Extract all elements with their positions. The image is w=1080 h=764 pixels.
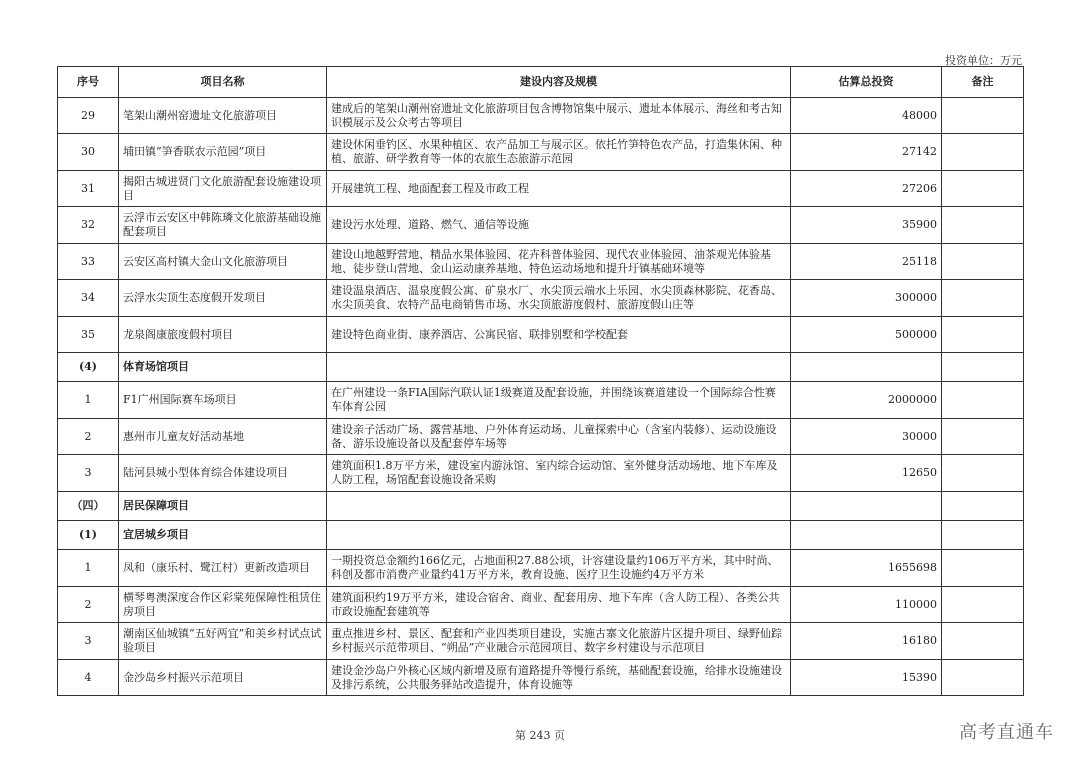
- cell-remark: [942, 623, 1024, 660]
- cell-remark: [942, 244, 1024, 280]
- header-no: 序号: [58, 67, 119, 98]
- cell-no: 2: [58, 587, 119, 623]
- cell-name: 云浮水尖顶生态度假开发项目: [119, 280, 327, 317]
- cell-amount: 15390: [791, 660, 942, 696]
- cell-name: 凤和（康乐村、鹭江村）更新改造项目: [119, 550, 327, 587]
- cell-remark: [942, 382, 1024, 419]
- page-number: 第 243 页: [515, 729, 565, 742]
- cell-no: 32: [58, 207, 119, 244]
- cell-content: 建设山地越野营地、精品水果体验园、花卉科普体验园、现代农业体验园、油茶观光体验基地、徒步登山营地、金山运动康养基地、特色运动场地和提升圩镇基础环境等: [327, 244, 791, 280]
- cell-content: 建筑面积1.8万平方米，建设室内游泳馆、室内综合运动馆、室外健身活动场地、地下车库及人防工程，场馆配套设施设备采购: [327, 455, 791, 492]
- cell-name: 埔田镇“笋香联农示范园”项目: [119, 134, 327, 171]
- watermark: 高考直通车: [959, 722, 1054, 743]
- table-row: [58, 244, 1024, 280]
- cell-no: 3: [58, 455, 119, 492]
- cell-remark: [942, 280, 1024, 317]
- cell-remark: [942, 317, 1024, 353]
- cell-amount: [791, 521, 942, 550]
- cell-amount: 25118: [791, 244, 942, 280]
- table-header-row: [58, 67, 1024, 98]
- cell-content: 建设温泉酒店、温泉度假公寓、矿泉水厂、水尖顶云端水上乐园、水尖顶森林影院、花香岛、水尖顶美食、农特产品电商销售市场、水尖顶旅游度假村、旅游度假山庄等: [327, 280, 791, 317]
- project-table: [57, 66, 1024, 696]
- cell-name: 体育场馆项目: [119, 353, 327, 382]
- table-row: [58, 280, 1024, 317]
- cell-content: 建设特色商业街、康养酒店、公寓民宿、联排别墅和学校配套: [327, 317, 791, 353]
- table-row: [58, 455, 1024, 492]
- cell-name: 潮南区仙城镇“五好两宜”和美乡村试点试验项目: [119, 623, 327, 660]
- cell-content: 建设金沙岛户外核心区域内新增及原有道路提升等慢行系统，基础配套设施，给排水设施建设及排污系统，公共服务驿站改造提升，体育设施等: [327, 660, 791, 696]
- cell-amount: 2000000: [791, 382, 942, 419]
- table-row: [58, 317, 1024, 353]
- cell-amount: 300000: [791, 280, 942, 317]
- section-row: [58, 492, 1024, 521]
- cell-name: F1广州国际赛车场项目: [119, 382, 327, 419]
- table-row: [58, 550, 1024, 587]
- cell-remark: [942, 171, 1024, 207]
- table-row: [58, 419, 1024, 455]
- cell-remark: [942, 550, 1024, 587]
- cell-remark: [942, 660, 1024, 696]
- cell-no: (4): [58, 353, 119, 382]
- cell-name: 陆河县城小型体育综合体建设项目: [119, 455, 327, 492]
- table-row: [58, 382, 1024, 419]
- cell-name: 龙泉阁康旅度假村项目: [119, 317, 327, 353]
- cell-no: (1): [58, 521, 119, 550]
- cell-name: 惠州市儿童友好活动基地: [119, 419, 327, 455]
- cell-content: [327, 353, 791, 382]
- cell-remark: [942, 134, 1024, 171]
- cell-amount: 16180: [791, 623, 942, 660]
- cell-amount: 1655698: [791, 550, 942, 587]
- cell-content: 在广州建设一条FIA国际汽联认证1级赛道及配套设施，并围绕该赛道建设一个国际综合性赛车体育公园: [327, 382, 791, 419]
- cell-no: 29: [58, 98, 119, 134]
- cell-remark: [942, 419, 1024, 455]
- table-row: [58, 134, 1024, 171]
- cell-no: 30: [58, 134, 119, 171]
- cell-no: 1: [58, 550, 119, 587]
- header-amount: 估算总投资: [791, 67, 942, 98]
- cell-remark: [942, 492, 1024, 521]
- cell-no: 1: [58, 382, 119, 419]
- cell-remark: [942, 98, 1024, 134]
- cell-remark: [942, 521, 1024, 550]
- cell-amount: 110000: [791, 587, 942, 623]
- cell-content: 建筑面积约19万平方米，建设合宿舍、商业、配套用房、地下车库（含人防工程）、各类公共市政设施配套建筑等: [327, 587, 791, 623]
- cell-amount: 30000: [791, 419, 942, 455]
- header-content: 建设内容及规模: [327, 67, 791, 98]
- table-row: [58, 660, 1024, 696]
- cell-name: 宜居城乡项目: [119, 521, 327, 550]
- table-body: [58, 98, 1024, 696]
- cell-remark: [942, 587, 1024, 623]
- cell-no: 33: [58, 244, 119, 280]
- cell-amount: 12650: [791, 455, 942, 492]
- cell-content: [327, 492, 791, 521]
- cell-no: 35: [58, 317, 119, 353]
- cell-name: 云浮市云安区中韩陈璘文化旅游基础设施配套项目: [119, 207, 327, 244]
- cell-name: 金沙岛乡村振兴示范项目: [119, 660, 327, 696]
- header-name: 项目名称: [119, 67, 327, 98]
- cell-content: 建设污水处理、道路、燃气、通信等设施: [327, 207, 791, 244]
- cell-amount: [791, 492, 942, 521]
- cell-name: 居民保障项目: [119, 492, 327, 521]
- cell-content: 建设休闲垂钓区、水果种植区、农产品加工与展示区。依托竹笋特色农产品，打造集休闲、种植、旅游、研学教育等一体的农旅生态旅游示范园: [327, 134, 791, 171]
- cell-name: 笔架山潮州窑遗址文化旅游项目: [119, 98, 327, 134]
- cell-amount: 48000: [791, 98, 942, 134]
- cell-content: 建成后的笔架山潮州窑遗址文化旅游项目包含博物馆集中展示、遗址本体展示、海丝和考古知识模展示及公众考古等项目: [327, 98, 791, 134]
- cell-remark: [942, 207, 1024, 244]
- cell-amount: 35900: [791, 207, 942, 244]
- section-row: [58, 353, 1024, 382]
- cell-amount: [791, 353, 942, 382]
- cell-no: 31: [58, 171, 119, 207]
- cell-no: 4: [58, 660, 119, 696]
- cell-name: 揭阳古城进贤门文化旅游配套设施建设项目: [119, 171, 327, 207]
- cell-content: 重点推进乡村、景区、配套和产业四类项目建设，实施古寨文化旅游片区提升项目、绿野仙踪乡村振兴示范带项目、“朔品”产业融合示范园项目、数字乡村建设与示范项目: [327, 623, 791, 660]
- table-row: [58, 207, 1024, 244]
- table-row: [58, 98, 1024, 134]
- header-remark: 备注: [942, 67, 1024, 98]
- table-row: [58, 587, 1024, 623]
- investment-unit-label: 投资单位：万元: [945, 54, 1022, 67]
- cell-no: （四）: [58, 492, 119, 521]
- cell-amount: 500000: [791, 317, 942, 353]
- cell-content: 开展建筑工程、地面配套工程及市政工程: [327, 171, 791, 207]
- cell-name: 云安区高村镇大金山文化旅游项目: [119, 244, 327, 280]
- table-row: [58, 171, 1024, 207]
- cell-remark: [942, 455, 1024, 492]
- table-row: [58, 623, 1024, 660]
- cell-remark: [942, 353, 1024, 382]
- cell-content: 一期投资总金额约166亿元，占地面积27.88公顷，计容建设量约106万平方米，其中时尚、科创及都市消费产业量约41万平方米，教育设施、医疗卫生设施约4万平方米: [327, 550, 791, 587]
- section-row: [58, 521, 1024, 550]
- cell-no: 2: [58, 419, 119, 455]
- cell-amount: 27206: [791, 171, 942, 207]
- cell-content: 建设亲子活动广场、露营基地、户外体育运动场、儿童探索中心（含室内装修）、运动设施设备、游乐设施设备以及配套停车场等: [327, 419, 791, 455]
- cell-no: 34: [58, 280, 119, 317]
- cell-amount: 27142: [791, 134, 942, 171]
- cell-content: [327, 521, 791, 550]
- cell-no: 3: [58, 623, 119, 660]
- cell-name: 横琴粤澳深度合作区彩棠苑保障性租赁住房项目: [119, 587, 327, 623]
